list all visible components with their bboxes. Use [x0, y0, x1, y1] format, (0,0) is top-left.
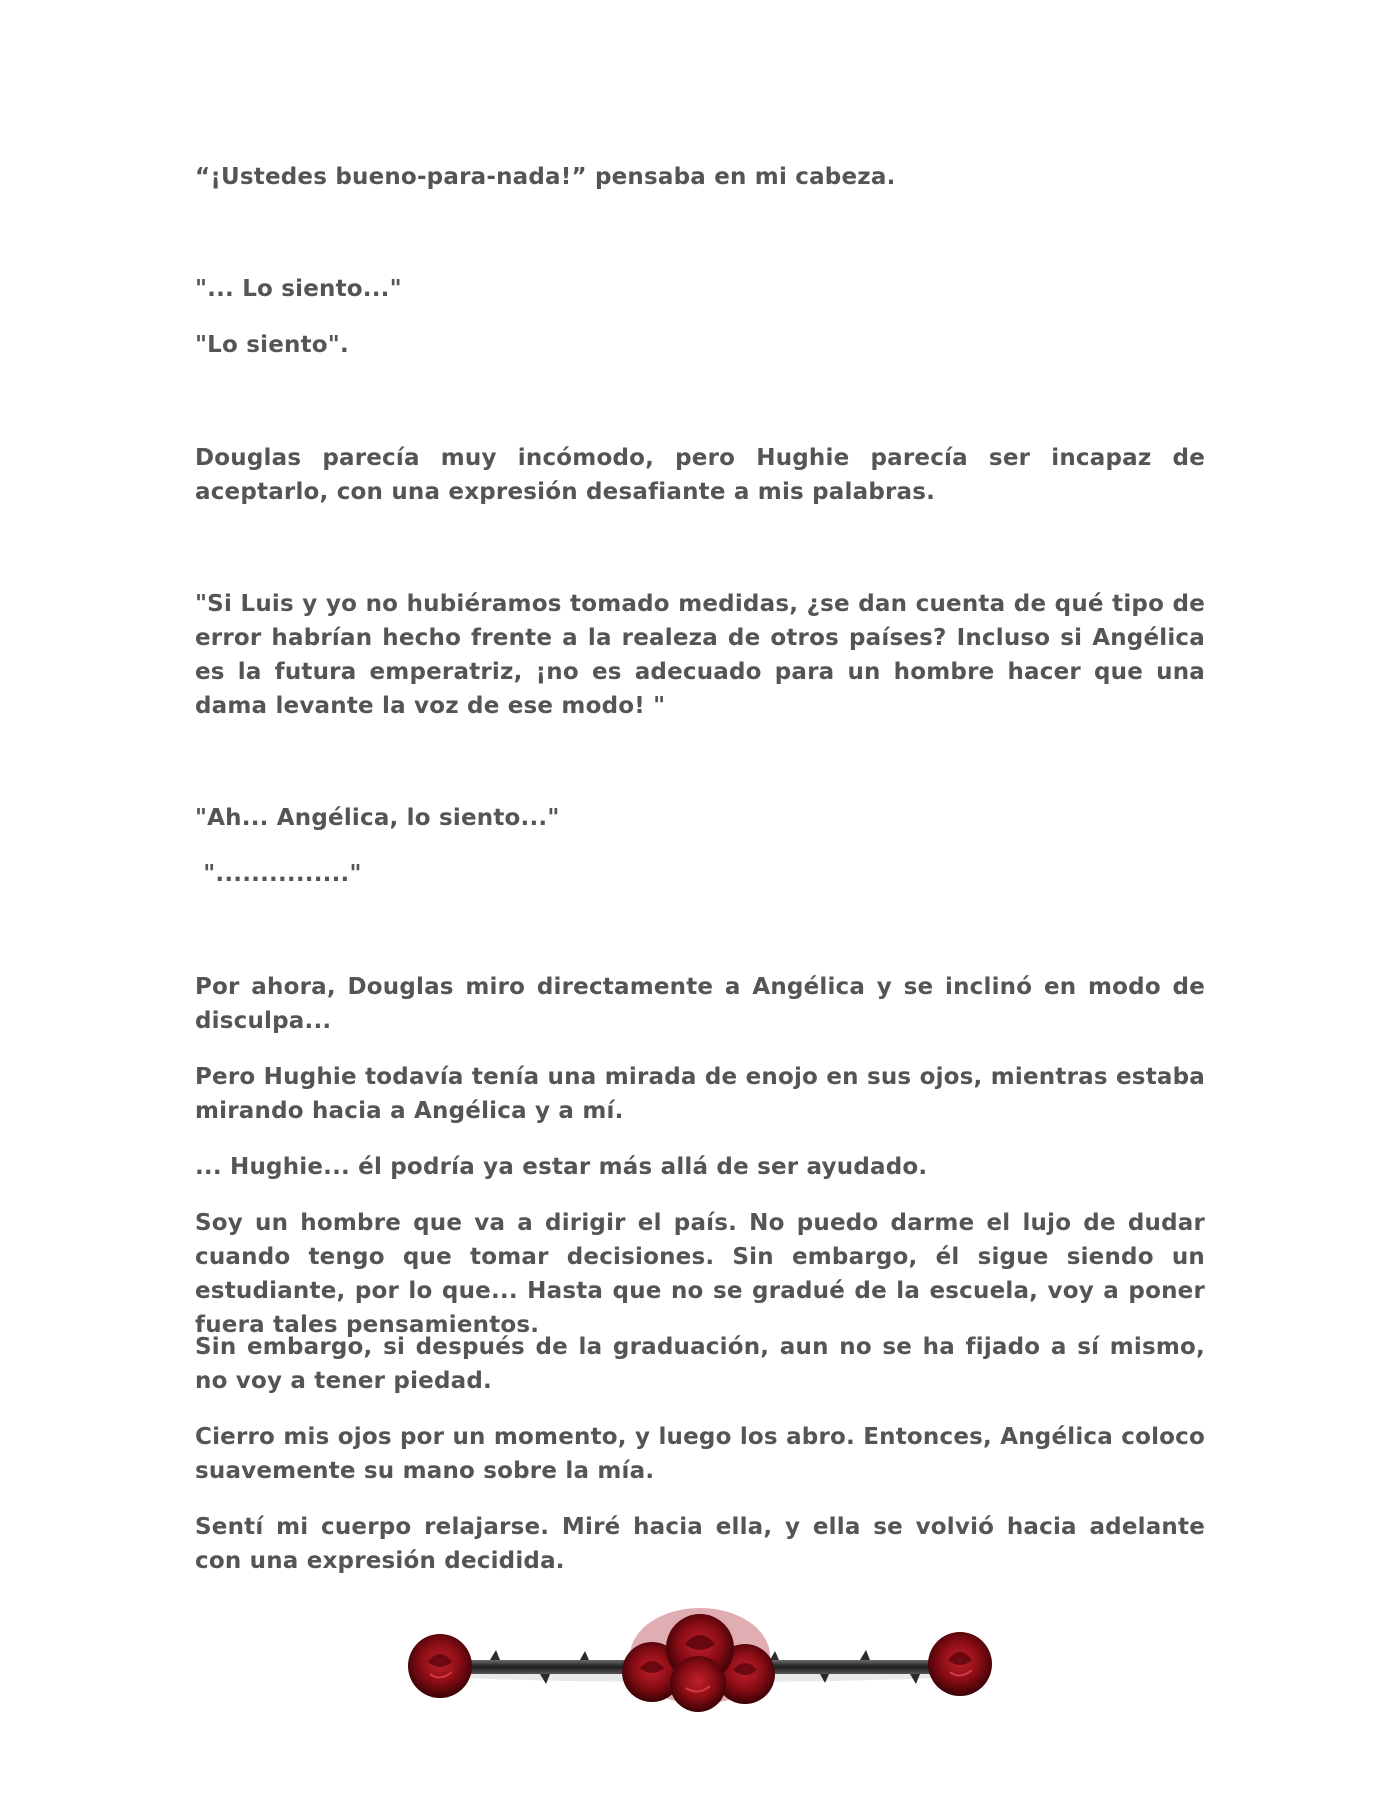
rose-left: [408, 1634, 472, 1698]
rose-vine-divider-icon: [400, 1604, 1000, 1724]
paragraph-narration: Soy un hombre que va a dirigir el país. No puedo darme el lujo de dudar cuando tengo que tomar decisiones. Sin embargo, él sigue siendo un estudiante, por lo que... Hasta que no se gradué de la escuela, voy a poner fuera tales pensamientos.: [195, 1210, 1205, 1338]
rose-cluster-center: [622, 1608, 775, 1712]
paragraph-dialogue: "Ah... Angélica, lo siento...": [195, 805, 560, 831]
paragraph-dialogue: "Si Luis y yo no hubiéramos tomado medidas, ¿se dan cuenta de qué tipo de error habrían hecho frente a la realeza de otros países? Incluso si Angélica es la futura emperatriz, ¡no es adecuado para un hombre hacer que una dama levante la voz de ese modo! ": [195, 591, 1205, 719]
rose-right: [928, 1632, 992, 1696]
paragraph-thought: “¡Ustedes bueno-para-nada!” pensaba en mi cabeza.: [195, 164, 896, 190]
paragraph-dialogue: "... Lo siento...": [195, 276, 402, 302]
paragraph-narration: Douglas parecía muy incómodo, pero Hughie parecía ser incapaz de aceptarlo, con una expresión desafiante a mis palabras.: [195, 445, 1205, 505]
paragraph-dialogue: "...............": [195, 861, 362, 887]
paragraph-narration: Sentí mi cuerpo relajarse. Miré hacia ella, y ella se volvió hacia adelante con una expresión decidida.: [195, 1514, 1205, 1574]
paragraph-narration: Cierro mis ojos por un momento, y luego los abro. Entonces, Angélica coloco suavemente su mano sobre la mía.: [195, 1424, 1205, 1484]
paragraph-narration: Sin embargo, si después de la graduación, aun no se ha fijado a sí mismo, no voy a tener piedad.: [195, 1334, 1205, 1394]
paragraph-narration: Pero Hughie todavía tenía una mirada de enojo en sus ojos, mientras estaba mirando hacia a Angélica y a mí.: [195, 1064, 1205, 1124]
paragraph-dialogue: "Lo siento".: [195, 332, 349, 358]
paragraph-narration: ... Hughie... él podría ya estar más allá de ser ayudado.: [195, 1154, 928, 1180]
paragraph-narration: Por ahora, Douglas miro directamente a Angélica y se inclinó en modo de disculpa...: [195, 974, 1205, 1034]
